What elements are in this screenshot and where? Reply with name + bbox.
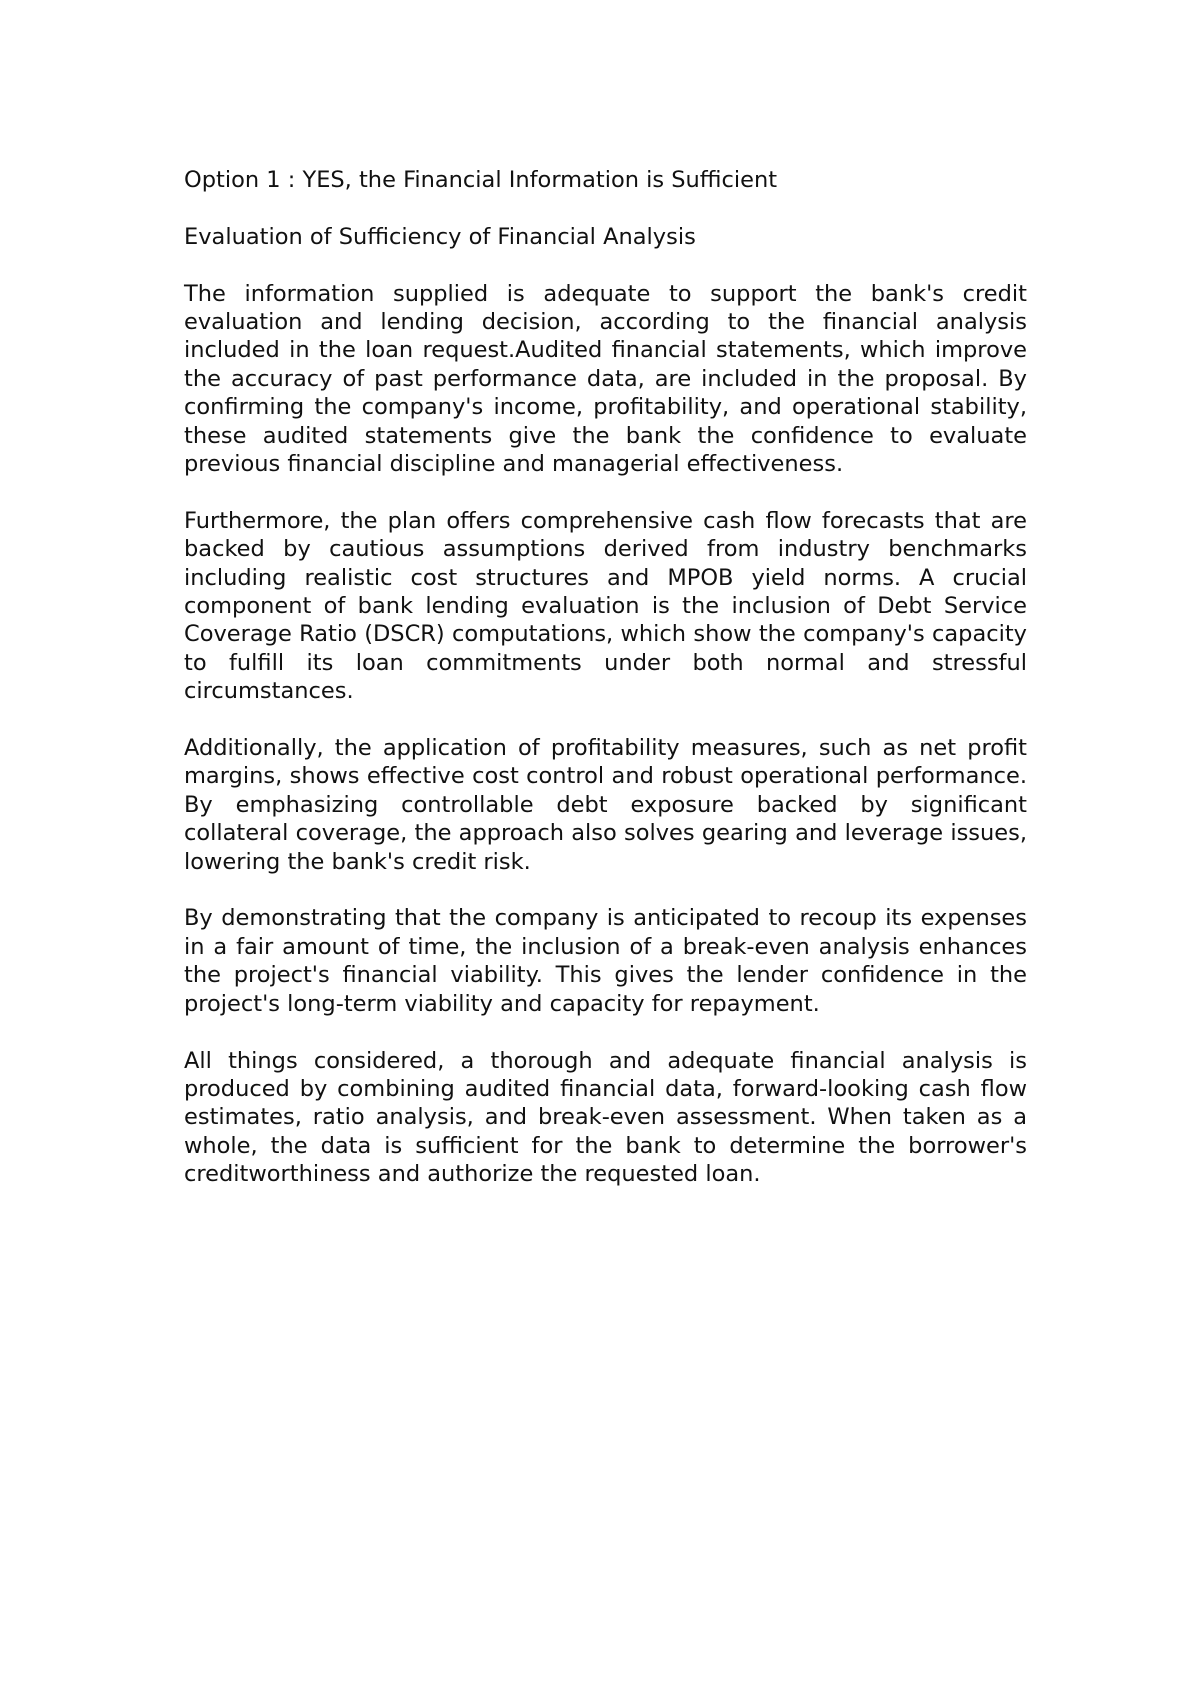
paragraph-credit-evaluation: The information supplied is adequate to support the bank's credit evaluation and lending decision, according to the financial analysis included in the loan request.Audited financial statements, which improve the accuracy of past performance data, are included in the proposal. By confirming the company's income, profitability, and operational stability, these audited statements give the bank the confidence to evaluate previous financial discipline and managerial effectiveness. xyxy=(184,280,1027,478)
paragraph-cash-flow: Furthermore, the plan offers comprehensive cash flow forecasts that are backed by cautious assumptions derived from industry benchmarks including realistic cost structures and MPOB yield norms. A crucial component of bank lending evaluation is the inclusion of Debt Service Coverage Ratio (DSCR) computations, which show the company's capacity to fulfill its loan commitments under both normal and stressful circumstances. xyxy=(184,507,1027,705)
paragraph-conclusion: All things considered, a thorough and adequate financial analysis is produced by combining audited financial data, forward-looking cash flow estimates, ratio analysis, and break-even assessment. When taken as a whole, the data is sufficient for the bank to determine the borrower's creditworthiness and authorize the requested loan. xyxy=(184,1047,1027,1188)
document-heading: Option 1 : YES, the Financial Information is Sufficient xyxy=(184,167,778,193)
paragraph-profitability: Additionally, the application of profitability measures, such as net profit margins, shows effective cost control and robust operational performance. By emphasizing controllable debt exposure backed by significant collateral coverage, the approach also solves gearing and leverage issues, lowering the bank's credit risk. xyxy=(184,735,1027,875)
document-subheading: Evaluation of Sufficiency of Financial Analysis xyxy=(184,223,696,250)
document-body xyxy=(184,166,1027,1217)
paragraph-break-even: By demonstrating that the company is anticipated to recoup its expenses in a fair amount of time, the inclusion of a break-even analysis enhances the project's financial viability. This gives the lender confidence in the project's long-term viability and capacity for repayment. xyxy=(184,905,1027,1017)
